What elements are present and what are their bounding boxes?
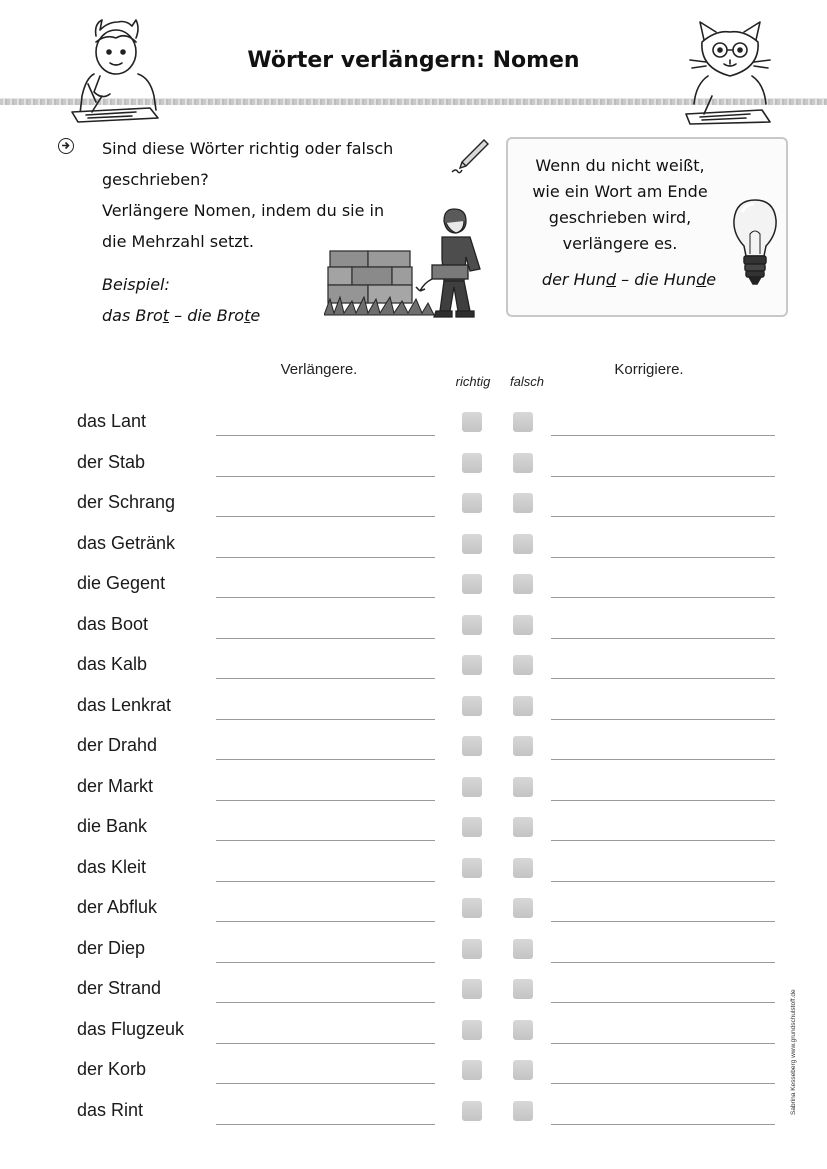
word-row [0,653,827,693]
extend-answer-line[interactable] [216,921,435,922]
correct-answer-line[interactable] [551,759,775,760]
word: der Abfluk [77,897,158,917]
correct-answer-line[interactable] [551,678,775,679]
word-row [0,694,827,734]
right-checkbox[interactable] [462,1101,482,1121]
right-checkbox[interactable] [462,696,482,716]
example [102,269,352,331]
word-row [0,572,827,612]
wrong-checkbox[interactable] [513,1060,533,1080]
extend-answer-line[interactable] [216,597,435,598]
column-header-extend: Verlängere. [280,361,358,378]
right-checkbox[interactable] [462,939,482,959]
author-credit: Sabrina Kesseberg www.grundschulstoff.de [790,989,797,1115]
word-row [0,613,827,653]
instruction-line: die Mehrzahl setzt. [102,232,254,251]
correct-answer-line[interactable] [551,557,775,558]
example-label: Beispiel: [102,275,170,294]
extend-answer-line[interactable] [216,840,435,841]
correct-answer-line[interactable] [551,597,775,598]
wrong-checkbox[interactable] [513,736,533,756]
wrong-checkbox[interactable] [513,412,533,432]
correct-answer-line[interactable] [551,638,775,639]
word-row [0,775,827,815]
extend-answer-line[interactable] [216,881,435,882]
tip-example-part: e [706,270,717,289]
instruction-line: geschrieben? [102,170,209,189]
correct-answer-line[interactable] [551,1043,775,1044]
column-header-wrong: falsch [510,374,544,389]
word: das Boot [77,614,149,634]
correct-answer-line[interactable] [551,516,775,517]
example-underlined: t [244,306,251,325]
correct-answer-line[interactable] [551,800,775,801]
word: der Markt [77,776,154,796]
boy-writing-illustration [66,16,166,128]
extend-answer-line[interactable] [216,1083,435,1084]
right-checkbox[interactable] [462,736,482,756]
wrong-checkbox[interactable] [513,898,533,918]
arrow-right-icon [58,138,74,154]
extend-answer-line[interactable] [216,1124,435,1125]
word: der Korb [77,1059,147,1079]
word: der Stab [77,452,146,472]
correct-answer-line[interactable] [551,1083,775,1084]
tip-example-part: der Hun [541,270,606,289]
correct-answer-line[interactable] [551,881,775,882]
example-part: – die Bro [169,306,245,325]
tip-line: geschrieben wird, [548,208,692,227]
word: das Lenkrat [77,695,172,715]
right-checkbox[interactable] [462,979,482,999]
column-header-correct: Korrigiere. [614,361,684,378]
word: der Drahd [77,735,158,755]
word-row [0,1018,827,1058]
extend-answer-line[interactable] [216,962,435,963]
wrong-checkbox[interactable] [513,493,533,513]
right-checkbox[interactable] [462,858,482,878]
word-row [0,856,827,896]
extend-answer-line[interactable] [216,476,435,477]
word-row [0,937,827,977]
correct-answer-line[interactable] [551,921,775,922]
word: der Schrang [77,492,176,512]
word-row [0,734,827,774]
right-checkbox[interactable] [462,493,482,513]
extend-answer-line[interactable] [216,1043,435,1044]
tip-line: verlängere es. [562,234,678,253]
word: das Flugzeuk [77,1019,185,1039]
cat-writing-illustration [682,18,778,130]
instruction-line: Verlängere Nomen, indem du sie in [102,201,385,220]
word: das Kalb [77,654,148,674]
word-row [0,1099,827,1139]
word-row [0,1058,827,1098]
wrong-checkbox[interactable] [513,817,533,837]
wrong-checkbox[interactable] [513,979,533,999]
pencil-icon [450,136,490,176]
word: die Gegent [77,573,166,593]
wrong-checkbox[interactable] [513,777,533,797]
extend-answer-line[interactable] [216,557,435,558]
extend-answer-line[interactable] [216,638,435,639]
wrong-checkbox[interactable] [513,453,533,473]
right-checkbox[interactable] [462,777,482,797]
wall-building-illustration [324,203,490,321]
right-checkbox[interactable] [462,534,482,554]
example-text [102,300,352,331]
wrong-checkbox[interactable] [513,534,533,554]
word-row [0,977,827,1017]
correct-answer-line[interactable] [551,435,775,436]
right-checkbox[interactable] [462,615,482,635]
correct-answer-line[interactable] [551,1124,775,1125]
extend-answer-line[interactable] [216,759,435,760]
wrong-checkbox[interactable] [513,696,533,716]
example-underlined: t [162,306,170,325]
word: das Kleit [77,857,147,877]
wrong-checkbox[interactable] [513,939,533,959]
lightbulb-icon [730,196,780,288]
right-checkbox[interactable] [462,1060,482,1080]
right-checkbox[interactable] [462,453,482,473]
instruction-line: Sind diese Wörter richtig oder falsch [102,139,394,158]
example-part: e [250,306,261,325]
right-checkbox[interactable] [462,412,482,432]
extend-answer-line[interactable] [216,1002,435,1003]
wrong-checkbox[interactable] [513,655,533,675]
tip-example-underlined: d [696,270,707,289]
right-checkbox[interactable] [462,574,482,594]
extend-answer-line[interactable] [216,800,435,801]
word: der Strand [77,978,162,998]
wrong-checkbox[interactable] [513,1020,533,1040]
wrong-checkbox[interactable] [513,574,533,594]
word-row [0,815,827,855]
extend-answer-line[interactable] [216,435,435,436]
word-row [0,451,827,491]
word-row [0,532,827,572]
page-title: Wörter verlängern: Nomen [247,48,580,73]
right-checkbox[interactable] [462,898,482,918]
column-header-right: richtig [455,374,491,389]
correct-answer-line[interactable] [551,476,775,477]
word: der Diep [77,938,146,958]
right-checkbox[interactable] [462,655,482,675]
word: das Rint [77,1100,144,1120]
right-checkbox[interactable] [462,1020,482,1040]
right-checkbox[interactable] [462,817,482,837]
extend-answer-line[interactable] [216,678,435,679]
wrong-checkbox[interactable] [513,858,533,878]
word-row [0,896,827,936]
word: das Lant [77,411,147,431]
correct-answer-line[interactable] [551,962,775,963]
tip-example-part: – die Hun [616,270,697,289]
word: das Getränk [77,533,176,553]
example-part: das Bro [102,306,163,325]
word: die Bank [77,816,148,836]
correct-answer-line[interactable] [551,719,775,720]
extend-answer-line[interactable] [216,719,435,720]
correct-answer-line[interactable] [551,1002,775,1003]
correct-answer-line[interactable] [551,840,775,841]
tip-line: wie ein Wort am Ende [532,182,708,201]
word-row [0,491,827,531]
word-row [0,410,827,450]
tip-example-underlined: d [605,270,617,289]
extend-answer-line[interactable] [216,516,435,517]
tip-line: Wenn du nicht weißt, [535,156,705,175]
tip-text [520,153,720,257]
wrong-checkbox[interactable] [513,1101,533,1121]
tip-example [520,270,738,289]
wrong-checkbox[interactable] [513,615,533,635]
